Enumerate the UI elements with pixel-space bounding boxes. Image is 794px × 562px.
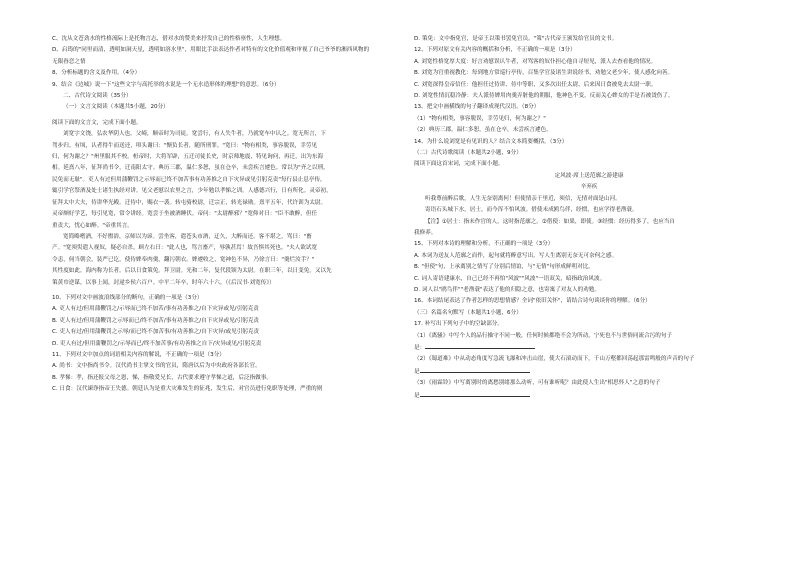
left-column-line-text: 策黄巾逆谋，以事上闻，封逯乡侯六百户。中平二年卒，时年六十六。（《后汉书·刘宽传》） <box>52 279 275 286</box>
right-column-line-text: C. 词人寄语建康水，自己已经不再怕"风波""风波"一语双关，暗指政治风波。 <box>414 275 606 282</box>
left-column-line <box>52 232 407 243</box>
left-column-line <box>52 209 407 220</box>
left-column-line <box>52 221 407 232</box>
left-column-line-text: C. 吏人有过/但用蒲鞭罚之示辱/而已终不加苦事/有功善推之/自下灾异/或见引躬克责 <box>52 329 260 336</box>
left-column-line <box>52 304 407 315</box>
left-column <box>52 34 407 396</box>
left-column-line-text: 8、分析标题的含义及作用。（4分） <box>52 70 141 77</box>
left-column-line-text: C、沈从文苍劲水的性格流际上是托物言志，借对水的赞美来抒发自己的性格禀性，人生理想。 <box>52 36 286 42</box>
right-column-line <box>414 342 764 354</box>
right-column-line-text: D. 词人以"鸥鸟伴""老渔蓑"表达了他的归隐之意，也寄寓了对友人的劝勉。 <box>414 286 600 293</box>
right-column-line-text: 13、把文中画横线的句子翻译成现代汉语。（8分） <box>414 104 540 111</box>
left-column-line-text: A. 尚书：文中指尚书令。汉代尚书主掌文书的官员，隋唐以后为中央政府各部长官。 <box>52 363 261 370</box>
left-column-line-text: A. 吏人有过/但用蒲鞭罚之/示辱而已终不加苦/事有功善推之/自下灾异或见/引躬克责 <box>52 306 259 313</box>
right-column-line-text: 定风波·席上送范廓之游建康 <box>554 172 624 179</box>
right-column-line <box>414 285 764 296</box>
left-column-line <box>52 384 407 395</box>
left-column-line <box>52 91 407 102</box>
left-column-line <box>52 34 407 45</box>
left-column-line-text: 10、下列对文中画波浪线部分的断句，正确的一项是（3分） <box>52 294 203 301</box>
left-column-line-text: 重责大，忧心如醉。"帝重其言。 <box>52 222 133 229</box>
right-column-line <box>414 159 764 170</box>
answer-blank[interactable] <box>425 342 535 349</box>
right-column-line-text: 14、为什么说刘宽是有见识的人？结合文本简要概括。（3分） <box>414 138 568 145</box>
right-column-line-text: A. 本词为送友人范廓之而作，起句就将醉意写出，写人生离别无奈无可奈何之感。 <box>414 252 618 259</box>
left-column-line <box>52 339 407 350</box>
left-column-line <box>52 266 407 277</box>
answer-blank[interactable] <box>420 366 530 373</box>
right-column-line-text: B. "但使"句，上承离别之情写了分别后情谊，与"无情"句形成鲜明对比。 <box>414 264 594 271</box>
right-column-line-text: 阅读下面这首宋词，完成下面小题。 <box>414 161 504 168</box>
left-column-line-text: 征拜太中大夫，侍讲华光殿。迁侍中，赐衣一袭。转屯骑校尉，迁宗正，转光禄勋。熹平五年，代许训为太尉。 <box>52 199 327 206</box>
left-column-line <box>52 152 407 163</box>
right-column-line <box>414 331 764 342</box>
left-column-line-text: 刘宽字文饶，弘农华阴人也。父崎，顺帝时为司徒。宽尝行，有人失牛者，乃就宽车中认之。宽无所言，下 <box>63 131 326 138</box>
left-column-line <box>52 327 407 338</box>
right-column-line <box>414 171 764 182</box>
right-column-line-text: （1）"物有相类，事容脱误，幸劳见归，何为谢之？" <box>414 115 546 122</box>
right-column-line <box>414 274 764 285</box>
right-column-line-text: （三）名篇名句默写（本题共1小题，6分） <box>414 309 522 316</box>
right-column-line-text: 是 <box>414 392 420 399</box>
right-column-line-text: 12、下列对原文有关内容的概括和分析，不正确的一项是（3分） <box>414 47 576 54</box>
left-column-line-text: D. 吏人有过/但用蒲鞭罚之/示辱而已/终不加苦事/有功善推之自下/灾异或见/引躬克责 <box>52 340 262 347</box>
left-column-line-text: （一）文言文阅读（本题共5小题，20分） <box>63 104 169 111</box>
left-column-line-text: D、启筠的"同里而清，透明如洞天星，透明如溶水里"，用眼比手法表达作者对特有的文化价值观和审视了自己爷爷的湘西风物的 <box>52 47 370 54</box>
right-column-line-text: B. 刘宽为官重视教化：每到地方常巡行亭传，召集学官及诸生讲说经书，劝勉父老少年，使人感化向善。 <box>414 70 674 77</box>
right-column <box>414 34 764 402</box>
left-column-line <box>52 255 407 266</box>
right-column-line-text: 辛弃疾 <box>580 184 598 191</box>
right-column-line <box>414 45 764 56</box>
right-column-line <box>414 57 764 68</box>
right-column-line-text: 【注】①居士：指未作官的人，这时指范廓之。②借使：如果，即使。③经惯：经历得多了，也应当自 <box>425 218 675 225</box>
left-column-line <box>52 57 407 68</box>
left-column-line-text: 灵帝颇好学艺，每引见宽，常令讲经。宽尝于坐被酒睡伏。帝问："太尉醉邪？"宽仰对曰："臣不敢醉，但任 <box>52 211 318 218</box>
left-column-line <box>52 198 407 209</box>
left-column-line-text: 无限眷恋之情 <box>52 58 86 65</box>
left-column-line-text: 辄引学官祭酒及处士诸生执经对讲。见父老慰以农里之言，少年勉以孝悌之训。人感德兴行，日有所化。灵帝初， <box>52 188 332 195</box>
right-column-line-text: （2）《蜀道难》中从动态角度写急流飞瀑和冲击山崖，使大石滚动而下，千山万壑都回荡起那雷鸣般的声音的句子 <box>414 356 695 363</box>
left-column-line <box>52 175 407 186</box>
right-column-line <box>414 308 764 319</box>
left-column-line <box>52 186 407 197</box>
right-column-line <box>414 354 764 365</box>
right-column-line <box>414 182 764 193</box>
left-column-line-text: 11、下列对文中加点的词语相关内容的解说，不正确的一项是（3分） <box>52 351 225 358</box>
right-column-line <box>414 91 764 102</box>
left-column-line-text: 民免而无耻"。吏人有过但用蒲鞭罚之示辱而已终不加苦事有功善推之自下灾异或见引躬克责"每行县止息亭传， <box>52 176 326 183</box>
left-column-line-text: B. 吏人有过/但用蒲鞭罚之示辱而已/终不加苦/事有功善推之/自下灾异或见/引躬克责 <box>52 317 260 324</box>
right-column-line <box>414 205 764 216</box>
right-column-line <box>414 114 764 125</box>
left-column-line <box>52 361 407 372</box>
left-column-line <box>52 373 407 384</box>
right-column-line-text: 17. 补写出下列句子中的空缺部分。 <box>414 321 503 328</box>
left-column-line <box>52 102 407 113</box>
right-column-line <box>414 148 764 159</box>
right-column-line-text: A. 刘宽性格宽厚大度：好言劝慰误认牛者，对骂客的奴仆担心他自寻短见，派人去查看他的情况。 <box>414 58 657 65</box>
right-column-line-text: 是 <box>414 368 420 375</box>
right-column-line <box>414 34 764 45</box>
left-column-line-text: 驾步归。有顷，认者得牛而送还，叩头谢曰："惭负长者，随所刑罪。"宽曰："物有相类，事容脱误，幸劳见 <box>52 142 318 149</box>
right-column-line <box>414 217 764 228</box>
left-column-line-text: 归，何为谢之？"州里服其不校。桓帝时，大将军辟，五迁司徒长史，时京师地震，特见询问，再迁，出为东海 <box>52 154 324 161</box>
left-column-line <box>52 278 407 289</box>
right-column-line <box>414 390 764 402</box>
right-column-line <box>414 80 764 91</box>
right-column-line-text: （3）《雨霖铃》中写离别时的离愁别绪那么动听，可有谁听呢？由此使人生出"相思怀人"之意的句子 <box>414 380 661 387</box>
right-column-line-text: （二）古代诗歌阅读（本题共2小题，9分） <box>414 150 522 157</box>
right-column-line <box>414 228 764 239</box>
right-column-line-text: 15、下列对本诗的理解和分析，不正确的一项是（3分） <box>414 241 554 248</box>
right-column-line <box>414 378 764 389</box>
right-column-line-text: 我修养。 <box>414 229 437 236</box>
right-column-line <box>414 319 764 330</box>
answer-blank[interactable] <box>420 390 530 397</box>
right-column-line-text: （1）《离骚》中写个人的品行操守不同一般，任何时候都绝不会为所动，宁死也不与世俗同流合污的句子 <box>414 332 673 339</box>
left-column-line <box>52 118 407 129</box>
left-column-line-text: 二、古代诗文阅读（35分） <box>63 93 132 100</box>
left-column-line-text: B. 孝悌：孝，指还报父母之恩，悌，指敬爱兄长，古代要求遵守孝悌之道，后泛指做事。 <box>52 374 272 381</box>
right-column-line <box>414 239 764 250</box>
left-column-line <box>52 243 407 254</box>
left-column-line-text: C. 日食：汉代谏诤指帝王失德。朝廷认为是重大灾难发生的征兆，发生后，对官员进行免职等处理，严重的则 <box>52 386 323 393</box>
right-column-line-text: C. 刘宽深得皇帝信任：他担任过侍讲、侍中等职，又多次出任太尉，后来因日食被免去太尉一职。 <box>414 81 657 88</box>
left-column-line <box>52 141 407 152</box>
left-column-line <box>52 293 407 304</box>
right-column-line <box>414 68 764 79</box>
right-column-line-text: 寄语石头城下水，居士，而今浑不怕风波。借使未成鸥鸟伴，经惯，也应学得老渔蓑。 <box>425 207 638 214</box>
right-column-line <box>414 102 764 113</box>
right-column-line-text: （2）典历三郡，温仁多恕，虽在仓卒，未尝疾言遽色。 <box>414 127 552 134</box>
right-column-line <box>414 366 764 378</box>
left-column-line-text: 相。延熹八年，征拜尚书令，迁南阳太守。典历三郡，温仁多恕，虽在仓卒，未尝疾言遽色。常以为"齐之以刑， <box>52 165 329 172</box>
left-column-line-text: 产。"宽须臾遣人视奴，疑必自杀。顾左右曰："此人也，骂言畜产，辱孰甚焉！故吾惧其死也。"夫人欲试宽 <box>52 245 318 252</box>
left-column-line <box>52 45 407 56</box>
left-column-line-text: 9、结合《边城》说一下"这些文字与高托举的水说是一个无水造形体的理想"的意思。（6分） <box>52 81 280 88</box>
right-column-line <box>414 251 764 262</box>
left-column-line-text: 宽简略嗜酒，不好盥浴，京师以为谚。尝坐客，遣苍头市酒，迂久，大醉而还。客不堪之，骂曰："畜 <box>63 233 312 240</box>
right-column-line-text: 16、本词结尾表达了作者怎样的思想情感？全词"依旧关怀"，请结合诗句谈谈你的理解。（6分） <box>414 298 651 305</box>
right-column-line <box>414 262 764 273</box>
right-column-line <box>414 137 764 148</box>
right-column-line-text: 听我尊前醉后歌，人生无奈别离何！但使情亲千里近，须信，无情对面是山河。 <box>425 195 621 202</box>
left-column-line-text: 阅读下面的文言文，完成下面小题。 <box>52 119 142 126</box>
left-column-line <box>52 129 407 140</box>
right-column-line <box>414 194 764 205</box>
left-column-line <box>52 350 407 361</box>
left-column-line <box>52 163 407 174</box>
right-column-line-text: D. 刘宽性情沉稳冷静：夫人派侍婢用肉羹弄脏他的朝服，他神色不变，反而关心婢女的手是否被烫伤了。 <box>414 93 674 100</box>
right-column-line <box>414 125 764 136</box>
left-column-line <box>52 68 407 79</box>
left-column-line <box>52 316 407 327</box>
right-column-line-text: D. 策免：文中指免官，是帝王以策书罢免官员。"策"古代帝王颁发给官员的文书。 <box>414 36 618 42</box>
left-column-line-text: 令恚，伺当朝会，装严已讫，使侍婢奉肉羹，翻污朝衣。婢遽收之，宽神色不异，乃徐言曰："羹烂汝手？" <box>52 256 315 263</box>
left-column-line <box>52 80 407 91</box>
right-column-line <box>414 296 764 307</box>
right-column-line-text: 是： <box>414 344 426 351</box>
left-column-line-text: 其性度如此。海内称为长者。后以日食策免。拜卫尉。光和二年，复代段颎为太尉。在职三年，以日变免。又以先 <box>52 268 332 275</box>
